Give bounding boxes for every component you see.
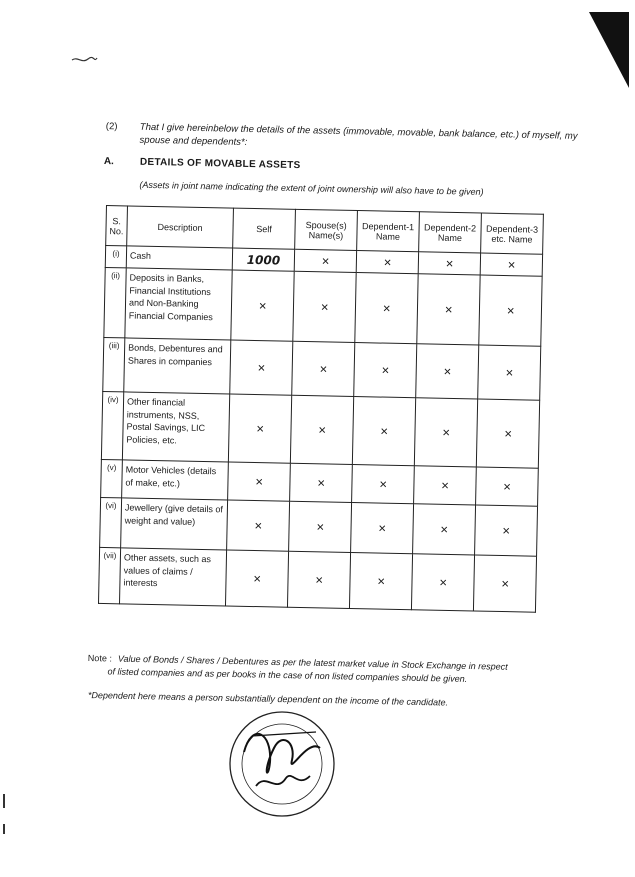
row-dependent-3-value: × <box>478 345 541 400</box>
row-dependent-1-value: × <box>352 464 415 503</box>
header-dependent-3: Dependent-3 etc. Name <box>481 213 544 254</box>
row-dependent-3-value: × <box>473 555 536 612</box>
row-self-value: × <box>228 462 291 501</box>
table-row <box>104 267 542 346</box>
note-line-1: Value of Bonds / Shares / Debentures as per the latest market value in Stock Exchange in respect <box>117 653 508 672</box>
corner-scan-mark <box>585 10 631 90</box>
row-dependent-2-value: × <box>411 554 474 611</box>
header-self: Self <box>233 208 296 249</box>
row-spouse-value: × <box>292 341 355 396</box>
dependent-footnote: *Dependent here means a person substantially dependent on the income of the candidate. <box>87 690 449 708</box>
header-dependent-1: Dependent-1 Name <box>357 211 420 252</box>
row-self-value: × <box>227 500 290 551</box>
row-dependent-2-value: × <box>414 466 477 505</box>
row-self-value: × <box>231 270 294 341</box>
intro-paragraph <box>105 120 585 156</box>
row-dependent-1-value: × <box>354 343 417 398</box>
note-line-2: of listed companies and as per books in the case of non listed companies should be given. <box>107 666 468 684</box>
section-subtitle: (Assets in joint name indicating the extent of joint ownership will also have to be given) <box>139 179 484 197</box>
header-spouse: Spouse(s) Name(s) <box>295 209 358 250</box>
intro-text: That I give hereinbelow the details of the assets (immovable, movable, bank balance, etc.) of myself, my spouse and dependents*: <box>139 121 578 148</box>
notary-stamp-signature <box>222 702 342 822</box>
table-row <box>99 547 537 612</box>
row-self-value: × <box>225 550 288 607</box>
table-row <box>101 391 539 468</box>
row-spouse-value: × <box>294 249 356 272</box>
row-dependent-3-value: × <box>476 467 539 506</box>
row-dependent-2-value: × <box>413 504 476 555</box>
header-dependent-2: Dependent-2 Name <box>419 212 482 253</box>
row-dependent-2-value: × <box>416 344 479 399</box>
row-dependent-1-value: × <box>352 397 415 466</box>
header-description: Description <box>127 206 234 248</box>
row-description: Other assets, such as values of claims / interests <box>119 548 226 606</box>
row-sno: (vi) <box>100 497 122 547</box>
header-sno: S. No. <box>106 206 128 246</box>
row-sno: (i) <box>105 246 126 268</box>
row-sno: (iii) <box>103 337 125 391</box>
pen-scribble-mark <box>70 54 98 68</box>
row-spouse-value: × <box>293 271 356 342</box>
row-dependent-2-value: × <box>418 252 480 275</box>
row-spouse-value: × <box>290 463 353 502</box>
row-self-value: 1000 <box>232 248 294 271</box>
row-description: Motor Vehicles (details of make, etc.) <box>122 460 229 500</box>
section-a <box>103 156 584 199</box>
row-dependent-1-value: × <box>355 273 418 344</box>
section-letter: A. <box>103 156 114 168</box>
row-self-value: × <box>228 394 291 463</box>
row-description: Other financial instruments, NSS, Postal Savings, LIC Policies, etc. <box>122 392 229 462</box>
row-sno: (vii) <box>99 547 121 603</box>
row-sno: (v) <box>101 459 123 497</box>
intro-number: (2) <box>105 120 118 133</box>
movable-assets-table <box>98 205 544 613</box>
row-description: Bonds, Debentures and Shares in companies <box>124 338 231 394</box>
note-label: Note : <box>87 652 112 664</box>
row-spouse-value: × <box>289 501 352 552</box>
row-description: Cash <box>126 246 232 270</box>
row-spouse-value: × <box>287 551 350 608</box>
section-heading: DETAILS OF MOVABLE ASSETS <box>139 156 301 172</box>
row-dependent-1-value: × <box>351 502 414 553</box>
row-dependent-2-value: × <box>414 398 477 467</box>
valuation-note <box>87 652 567 688</box>
row-description: Deposits in Banks, Financial Institutions and Non-Banking Financial Companies <box>125 268 232 340</box>
row-dependent-3-value: × <box>480 253 542 276</box>
table-row <box>103 337 541 400</box>
row-self-value: × <box>230 340 293 395</box>
row-dependent-3-value: × <box>476 399 539 468</box>
row-sno: (ii) <box>104 267 126 337</box>
row-description: Jewellery (give details of weight and value) <box>121 498 228 550</box>
row-dependent-1-value: × <box>349 552 412 609</box>
movable-assets-table-wrap <box>98 205 544 613</box>
row-dependent-3-value: × <box>479 275 542 346</box>
table-row <box>100 497 538 556</box>
row-spouse-value: × <box>290 395 353 464</box>
row-sno: (iv) <box>101 391 123 459</box>
row-dependent-2-value: × <box>417 274 480 345</box>
row-dependent-3-value: × <box>475 505 538 556</box>
row-dependent-1-value: × <box>356 251 418 274</box>
scan-edge-marks <box>2 790 8 850</box>
